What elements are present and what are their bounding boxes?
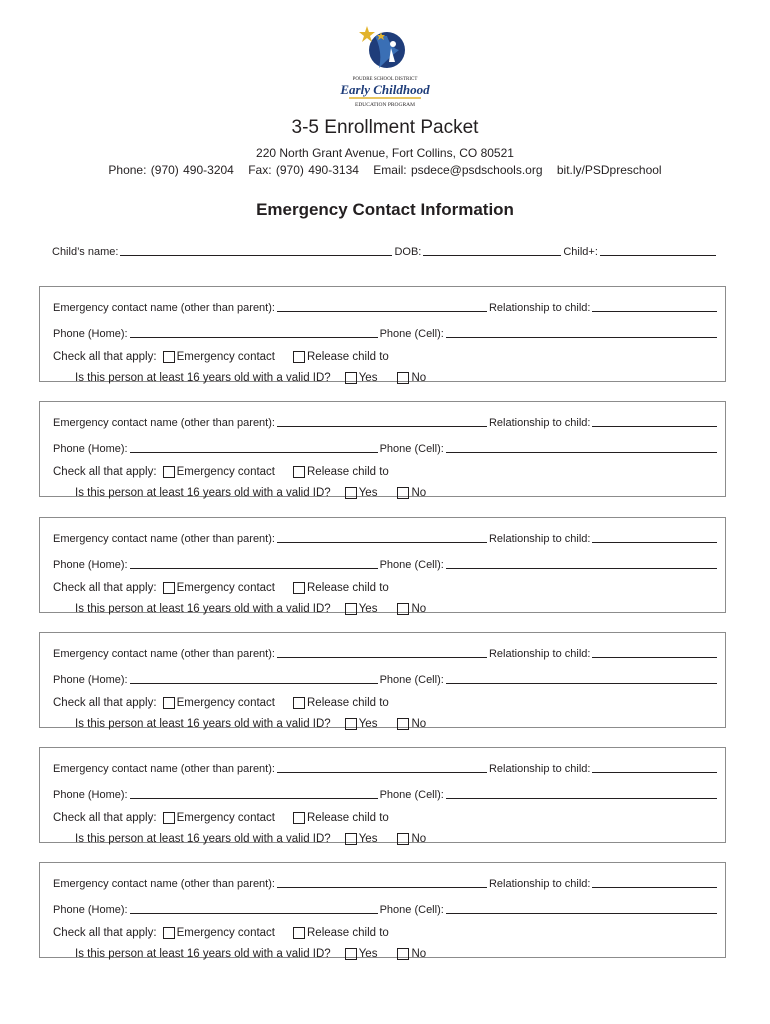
contact-name-field[interactable] <box>277 301 487 312</box>
age-question-row <box>75 372 426 384</box>
phone-cell-label: Phone (Cell): <box>379 789 444 801</box>
yes-label: Yes <box>358 372 378 384</box>
emergency-contact-checkbox[interactable] <box>163 697 175 709</box>
no-checkbox[interactable] <box>397 948 409 960</box>
check-row <box>53 927 389 939</box>
emergency-contact-label: Emergency contact <box>176 582 275 594</box>
phone-home-field[interactable] <box>130 673 378 684</box>
child-plus-field[interactable] <box>600 245 716 256</box>
logo-district-text: POUDRE SCHOOL DISTRICT <box>352 77 418 82</box>
age-question-label: Is this person at least 16 years old with a valid ID? <box>75 948 331 960</box>
contact-name-row <box>53 416 719 429</box>
check-all-label: Check all that apply: <box>53 927 157 939</box>
age-question-label: Is this person at least 16 years old with a valid ID? <box>75 833 331 845</box>
release-child-label: Release child to <box>307 582 389 594</box>
emergency-contact-label: Emergency contact <box>176 927 275 939</box>
emergency-contact-label: Emergency contact <box>176 351 275 363</box>
emergency-contact-box <box>39 517 726 613</box>
fax-text: Fax: (970) 490-3134 <box>248 163 359 177</box>
phone-cell-field[interactable] <box>446 788 717 799</box>
age-question-row <box>75 487 426 499</box>
relationship-label: Relationship to child: <box>488 417 591 429</box>
logo-name-text: Early Childhood <box>340 82 430 97</box>
yes-checkbox[interactable] <box>345 487 357 499</box>
check-all-label: Check all that apply: <box>53 812 157 824</box>
age-question-label: Is this person at least 16 years old with a valid ID? <box>75 487 331 499</box>
yes-label: Yes <box>358 948 378 960</box>
contact-name-row <box>53 762 719 775</box>
age-question-label: Is this person at least 16 years old with a valid ID? <box>75 718 331 730</box>
phone-cell-label: Phone (Cell): <box>379 559 444 571</box>
yes-label: Yes <box>358 833 378 845</box>
emergency-contact-checkbox[interactable] <box>163 927 175 939</box>
check-all-label: Check all that apply: <box>53 351 157 363</box>
relationship-field[interactable] <box>592 647 717 658</box>
relationship-label: Relationship to child: <box>488 763 591 775</box>
relationship-label: Relationship to child: <box>488 878 591 890</box>
emergency-contact-checkbox[interactable] <box>163 351 175 363</box>
emergency-contact-box <box>39 632 726 728</box>
contact-name-label: Emergency contact name (other than parent): <box>53 533 275 545</box>
logo-program-text: EDUCATION PROGRAM <box>354 102 416 108</box>
early-childhood-logo <box>335 22 435 110</box>
check-row <box>53 351 389 363</box>
yes-label: Yes <box>358 718 378 730</box>
age-question-row <box>75 603 426 615</box>
contact-name-label: Emergency contact name (other than parent): <box>53 648 275 660</box>
phone-cell-field[interactable] <box>446 327 717 338</box>
contact-name-row <box>53 877 719 890</box>
contact-name-row <box>53 301 719 314</box>
contact-name-field[interactable] <box>277 647 487 658</box>
emergency-contact-box <box>39 286 726 382</box>
contact-name-label: Emergency contact name (other than parent): <box>53 302 275 314</box>
yes-label: Yes <box>358 603 378 615</box>
check-row <box>53 582 389 594</box>
child-name-label: Child’s name: <box>52 246 119 258</box>
no-checkbox[interactable] <box>397 718 409 730</box>
phone-home-field[interactable] <box>130 903 378 914</box>
contact-name-row <box>53 647 719 660</box>
dob-field[interactable] <box>423 245 561 256</box>
yes-checkbox[interactable] <box>345 948 357 960</box>
relationship-field[interactable] <box>592 762 717 773</box>
phone-row <box>53 788 719 801</box>
no-label: No <box>411 833 427 845</box>
phone-cell-field[interactable] <box>446 558 717 569</box>
release-child-checkbox[interactable] <box>293 927 305 939</box>
emergency-contact-label: Emergency contact <box>176 466 275 478</box>
address: 220 North Grant Avenue, Fort Collins, CO 80521 <box>256 146 514 160</box>
phone-row <box>53 558 719 571</box>
emergency-contact-box <box>39 401 726 497</box>
age-question-label: Is this person at least 16 years old with a valid ID? <box>75 603 331 615</box>
phone-home-label: Phone (Home): <box>53 674 128 686</box>
relationship-field[interactable] <box>592 301 717 312</box>
url-text: bit.ly/PSDpreschool <box>556 163 662 177</box>
relationship-field[interactable] <box>592 532 717 543</box>
child-info-row <box>52 245 718 258</box>
age-question-row <box>75 948 426 960</box>
check-all-label: Check all that apply: <box>53 697 157 709</box>
release-child-label: Release child to <box>307 351 389 363</box>
phone-home-label: Phone (Home): <box>53 559 128 571</box>
no-checkbox[interactable] <box>397 487 409 499</box>
emergency-contact-checkbox[interactable] <box>163 812 175 824</box>
check-all-label: Check all that apply: <box>53 582 157 594</box>
release-child-label: Release child to <box>307 812 389 824</box>
age-question-row <box>75 833 426 845</box>
no-checkbox[interactable] <box>397 833 409 845</box>
release-child-checkbox[interactable] <box>293 697 305 709</box>
contact-name-field[interactable] <box>277 762 487 773</box>
release-child-checkbox[interactable] <box>293 812 305 824</box>
emergency-contact-box <box>39 862 726 958</box>
phone-home-field[interactable] <box>130 442 378 453</box>
phone-cell-field[interactable] <box>446 442 717 453</box>
check-row <box>53 466 389 478</box>
relationship-label: Relationship to child: <box>488 302 591 314</box>
phone-cell-field[interactable] <box>446 903 717 914</box>
contact-line <box>0 163 770 177</box>
release-child-checkbox[interactable] <box>293 582 305 594</box>
emergency-contact-box <box>39 747 726 843</box>
contact-name-label: Emergency contact name (other than parent): <box>53 763 275 775</box>
dob-label: DOB: <box>394 246 422 258</box>
phone-row <box>53 442 719 455</box>
contact-name-field[interactable] <box>277 416 487 427</box>
email-text: Email: psdece@psdschools.org <box>373 163 543 177</box>
release-child-checkbox[interactable] <box>293 466 305 478</box>
release-child-label: Release child to <box>307 466 389 478</box>
phone-cell-label: Phone (Cell): <box>379 674 444 686</box>
phone-home-label: Phone (Home): <box>53 443 128 455</box>
no-label: No <box>411 372 427 384</box>
phone-cell-label: Phone (Cell): <box>379 443 444 455</box>
contact-name-label: Emergency contact name (other than parent): <box>53 417 275 429</box>
yes-checkbox[interactable] <box>345 833 357 845</box>
phone-row <box>53 327 719 340</box>
release-child-label: Release child to <box>307 927 389 939</box>
phone-home-field[interactable] <box>130 327 378 338</box>
no-checkbox[interactable] <box>397 603 409 615</box>
contact-name-field[interactable] <box>277 532 487 543</box>
emergency-contact-checkbox[interactable] <box>163 582 175 594</box>
phone-home-field[interactable] <box>130 788 378 799</box>
no-checkbox[interactable] <box>397 372 409 384</box>
phone-cell-label: Phone (Cell): <box>379 328 444 340</box>
check-all-label: Check all that apply: <box>53 466 157 478</box>
no-label: No <box>411 603 427 615</box>
emergency-contact-checkbox[interactable] <box>163 466 175 478</box>
relationship-field[interactable] <box>592 877 717 888</box>
phone-text: Phone: (970) 490-3204 <box>108 163 234 177</box>
contact-name-row <box>53 532 719 545</box>
no-label: No <box>411 487 427 499</box>
phone-cell-field[interactable] <box>446 673 717 684</box>
emergency-contact-label: Emergency contact <box>176 812 275 824</box>
phone-home-field[interactable] <box>130 558 378 569</box>
phone-row <box>53 673 719 686</box>
release-child-label: Release child to <box>307 697 389 709</box>
phone-home-label: Phone (Home): <box>53 904 128 916</box>
child-name-field[interactable] <box>120 245 392 256</box>
age-question-row <box>75 718 426 730</box>
yes-checkbox[interactable] <box>345 603 357 615</box>
age-question-label: Is this person at least 16 years old with a valid ID? <box>75 372 331 384</box>
contact-name-label: Emergency contact name (other than parent): <box>53 878 275 890</box>
relationship-field[interactable] <box>592 416 717 427</box>
yes-label: Yes <box>358 487 378 499</box>
relationship-label: Relationship to child: <box>488 533 591 545</box>
yes-checkbox[interactable] <box>345 372 357 384</box>
contact-name-field[interactable] <box>277 877 487 888</box>
phone-cell-label: Phone (Cell): <box>379 904 444 916</box>
child-plus-label: Child+: <box>563 246 598 258</box>
check-row <box>53 697 389 709</box>
no-label: No <box>411 948 427 960</box>
check-row <box>53 812 389 824</box>
release-child-checkbox[interactable] <box>293 351 305 363</box>
section-heading: Emergency Contact Information <box>256 200 514 219</box>
phone-home-label: Phone (Home): <box>53 789 128 801</box>
emergency-contact-label: Emergency contact <box>176 697 275 709</box>
page-title: 3-5 Enrollment Packet <box>291 117 479 138</box>
yes-checkbox[interactable] <box>345 718 357 730</box>
phone-home-label: Phone (Home): <box>53 328 128 340</box>
phone-row <box>53 903 719 916</box>
relationship-label: Relationship to child: <box>488 648 591 660</box>
no-label: No <box>411 718 427 730</box>
